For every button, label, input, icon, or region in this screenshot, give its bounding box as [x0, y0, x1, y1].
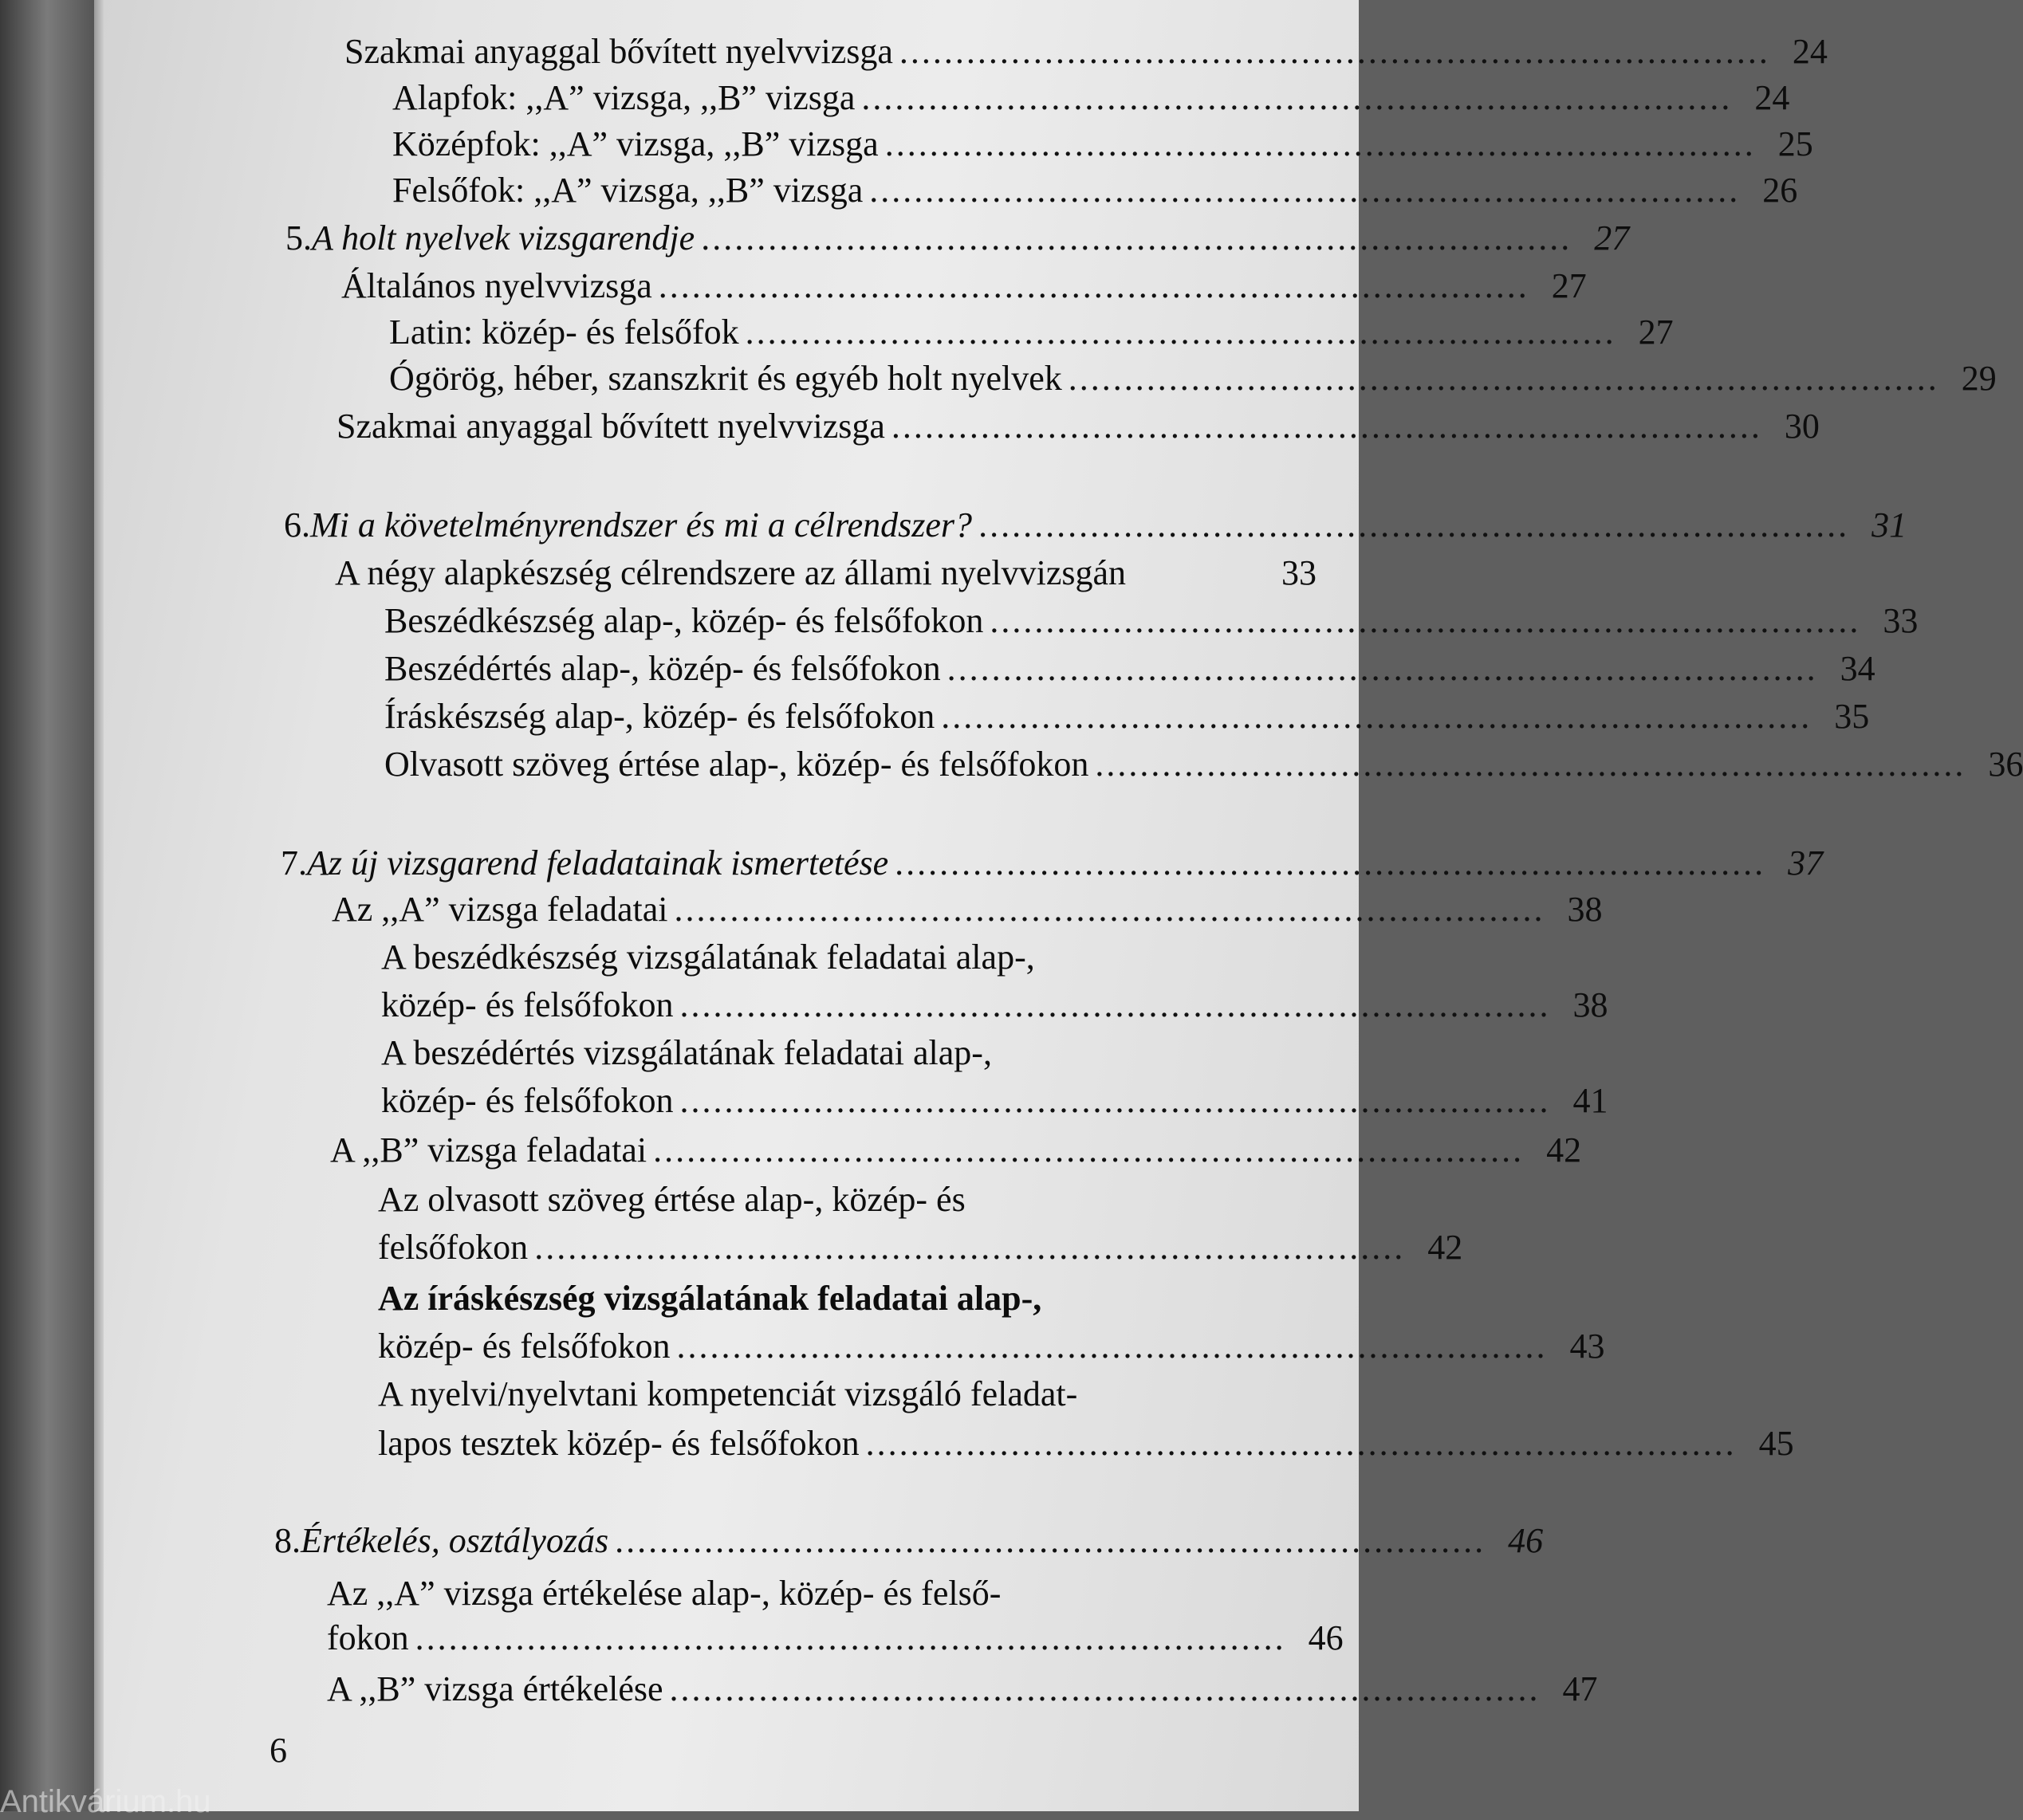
toc-page-number: 46	[1308, 1618, 1344, 1657]
book-page	[104, 0, 2023, 1811]
toc-entry	[327, 1618, 1344, 1658]
dot-leader: ..............................................................................	[1095, 745, 1966, 784]
toc-page-number: 27	[1551, 266, 1587, 305]
chapter-number: 6.	[284, 505, 310, 544]
toc-page-number: 26	[1762, 171, 1798, 210]
toc-entry-label: Szakmai anyaggal bővített nyelvvizsga	[337, 407, 885, 446]
toc-entry-line1: A beszédkészség vizsgálatának feladatai alap-,	[381, 938, 1035, 977]
toc-entry	[389, 359, 1997, 399]
toc-entry	[332, 890, 1603, 930]
toc-entry	[378, 1327, 1605, 1366]
toc-entry	[327, 1669, 1598, 1709]
toc-entry-label: A ,,B” vizsga feladatai	[330, 1130, 647, 1169]
dot-leader: ..............................................................................	[679, 985, 1551, 1024]
chapter-title: Értékelés, osztályozás	[301, 1521, 609, 1560]
toc-chapter-7	[281, 843, 1824, 883]
toc-entry-label: Szakmai anyaggal bővített nyelvvizsga	[344, 32, 893, 71]
toc-entry	[384, 745, 2023, 784]
toc-entry-label: Beszédértés alap-, közép- és felsőfokon	[384, 649, 941, 688]
dot-leader: ..............................................................................	[669, 1669, 1541, 1708]
toc-chapter-6	[284, 505, 1907, 545]
toc-entry-line1: Az íráskészség vizsgálatának feladatai alap-,	[378, 1279, 1042, 1318]
toc-entry-label: Beszédkészség alap-, közép- és felsőfokon	[384, 601, 984, 640]
dot-leader: ..............................................................................	[615, 1521, 1486, 1560]
toc-entry-label: A ,,B” vizsga értékelése	[327, 1669, 663, 1708]
dot-leader: ..............................................................................	[978, 505, 1850, 544]
dot-leader: ..............................................................................	[653, 1130, 1525, 1169]
toc-page-number: 46	[1508, 1521, 1544, 1560]
dot-leader: ..............................................................................	[415, 1618, 1286, 1657]
toc-entry-line1: Az ,,A” vizsga értékelése alap-, közép- és felső-	[327, 1574, 1002, 1613]
dot-leader: ..............................................................................	[884, 124, 1756, 163]
dot-leader: ..............................................................................	[990, 601, 1861, 640]
toc-entry	[392, 171, 1798, 210]
watermark: Antikvárium.hu	[0, 1784, 211, 1819]
toc-entry-label: Felsőfok: ,,A” vizsga, ,,B” vizsga	[392, 171, 864, 210]
toc-entry-label: Középfok: ,,A” vizsga, ,,B” vizsga	[392, 124, 879, 163]
dot-leader: ..............................................................................	[534, 1228, 1406, 1267]
toc-page-number: 29	[1961, 359, 1997, 398]
toc-chapter-5	[285, 218, 1630, 258]
toc-page-number: 35	[1834, 697, 1870, 736]
toc-entry-label: közép- és felsőfokon	[381, 1081, 674, 1120]
chapter-number: 8.	[274, 1521, 301, 1560]
toc-entry	[392, 78, 1790, 118]
toc-entry	[384, 697, 1870, 737]
toc-page-number: 38	[1567, 890, 1603, 929]
toc-page-number: 38	[1572, 985, 1608, 1024]
chapter-number: 5.	[285, 218, 312, 257]
toc-entry	[384, 649, 1875, 689]
toc-entry	[378, 1228, 1463, 1268]
dot-leader: ..............................................................................	[941, 697, 1812, 736]
toc-page-number: 33	[1281, 553, 1317, 592]
toc-entry	[389, 313, 1674, 352]
dot-leader: ..............................................................................	[947, 649, 1818, 688]
dot-leader: ..............................................................................	[679, 1081, 1551, 1120]
page-number: 6	[270, 1731, 287, 1770]
toc-entry	[378, 1424, 1794, 1464]
toc-page-number: 34	[1840, 649, 1875, 688]
toc-entry	[344, 32, 1828, 72]
toc-page-number: 41	[1572, 1081, 1608, 1120]
toc-entry	[381, 985, 1608, 1025]
toc-page-number: 27	[1594, 218, 1630, 257]
toc-entry-label: Általános nyelvvizsga	[341, 266, 652, 305]
dot-leader: ..............................................................................	[895, 843, 1766, 882]
toc-entry	[337, 407, 1820, 446]
toc-page-number: 43	[1569, 1327, 1605, 1366]
toc-entry-line1: A beszédértés vizsgálatának feladatai alap-,	[381, 1033, 992, 1072]
dot-leader: ..............................................................................	[899, 32, 1770, 71]
toc-page-number: 42	[1427, 1228, 1463, 1267]
toc-page-number: 27	[1638, 313, 1674, 352]
toc-page-number: 33	[1883, 601, 1919, 640]
toc-entry-label: A négy alapkészség célrendszere az állami nyelvvizsgán	[335, 553, 1126, 592]
toc-page-number: 36	[1988, 745, 2023, 784]
toc-entry	[335, 553, 1317, 593]
toc-entry	[384, 601, 1919, 641]
toc-entry	[381, 1081, 1608, 1121]
toc-page-number: 30	[1784, 407, 1820, 446]
book-spine	[0, 0, 94, 1811]
dot-leader: ..............................................................................	[891, 407, 1762, 446]
toc-entry-label: Alapfok: ,,A” vizsga, ,,B” vizsga	[392, 78, 856, 117]
dot-leader: ..............................................................................	[745, 313, 1616, 352]
page-edge	[94, 0, 104, 1811]
toc-entry-line1: A nyelvi/nyelvtani kompetenciát vizsgáló feladat-	[378, 1374, 1078, 1413]
toc-page-number: 37	[1788, 843, 1824, 882]
toc-page-number: 42	[1546, 1130, 1582, 1169]
chapter-title: Mi a követelményrendszer és mi a célrendszer?	[310, 505, 973, 544]
toc-entry-label: fokon	[327, 1618, 409, 1657]
dot-leader: ..............................................................................	[865, 1424, 1737, 1463]
toc-entry-label: Ógörög, héber, szanszkrit és egyéb holt nyelvek	[389, 359, 1062, 398]
toc-entry	[330, 1130, 1582, 1170]
chapter-number: 7.	[281, 843, 307, 882]
toc-entry-label: Az ,,A” vizsga feladatai	[332, 890, 668, 929]
toc-entry	[392, 124, 1813, 164]
toc-entry-label: Olvasott szöveg értése alap-, közép- és felsőfokon	[384, 745, 1089, 784]
toc-entry-label: közép- és felsőfokon	[381, 985, 674, 1024]
toc-page-number: 31	[1871, 505, 1907, 544]
chapter-title: Az új vizsgarend feladatainak ismertetése	[307, 843, 889, 882]
toc-page-number: 24	[1754, 78, 1790, 117]
toc-page-number: 24	[1792, 32, 1828, 71]
toc-entry-label: lapos tesztek közép- és felsőfokon	[378, 1424, 860, 1463]
toc-entry-line1: Az olvasott szöveg értése alap-, közép- és	[378, 1180, 966, 1219]
toc-entry	[341, 266, 1587, 306]
dot-leader: ..............................................................................	[861, 78, 1733, 117]
dot-leader: ..............................................................................	[701, 218, 1572, 257]
toc-page-number: 25	[1777, 124, 1813, 163]
toc-entry-label: Latin: közép- és felsőfok	[389, 313, 739, 352]
toc-chapter-8	[274, 1521, 1544, 1561]
dot-leader: ..............................................................................	[658, 266, 1529, 305]
dot-leader: ..............................................................................	[674, 890, 1545, 929]
chapter-title: A holt nyelvek vizsgarendje	[312, 218, 695, 257]
dot-leader: ..............................................................................	[869, 171, 1741, 210]
toc-entry-label: Íráskészség alap-, közép- és felsőfokon	[384, 697, 935, 736]
toc-entry-label: közép- és felsőfokon	[378, 1327, 671, 1366]
dot-leader: ..............................................................................	[676, 1327, 1548, 1366]
toc-entry-label: felsőfokon	[378, 1228, 529, 1267]
toc-page-number: 45	[1758, 1424, 1794, 1463]
toc-page-number: 47	[1562, 1669, 1598, 1708]
dot-leader: ..............................................................................	[1068, 359, 1939, 398]
